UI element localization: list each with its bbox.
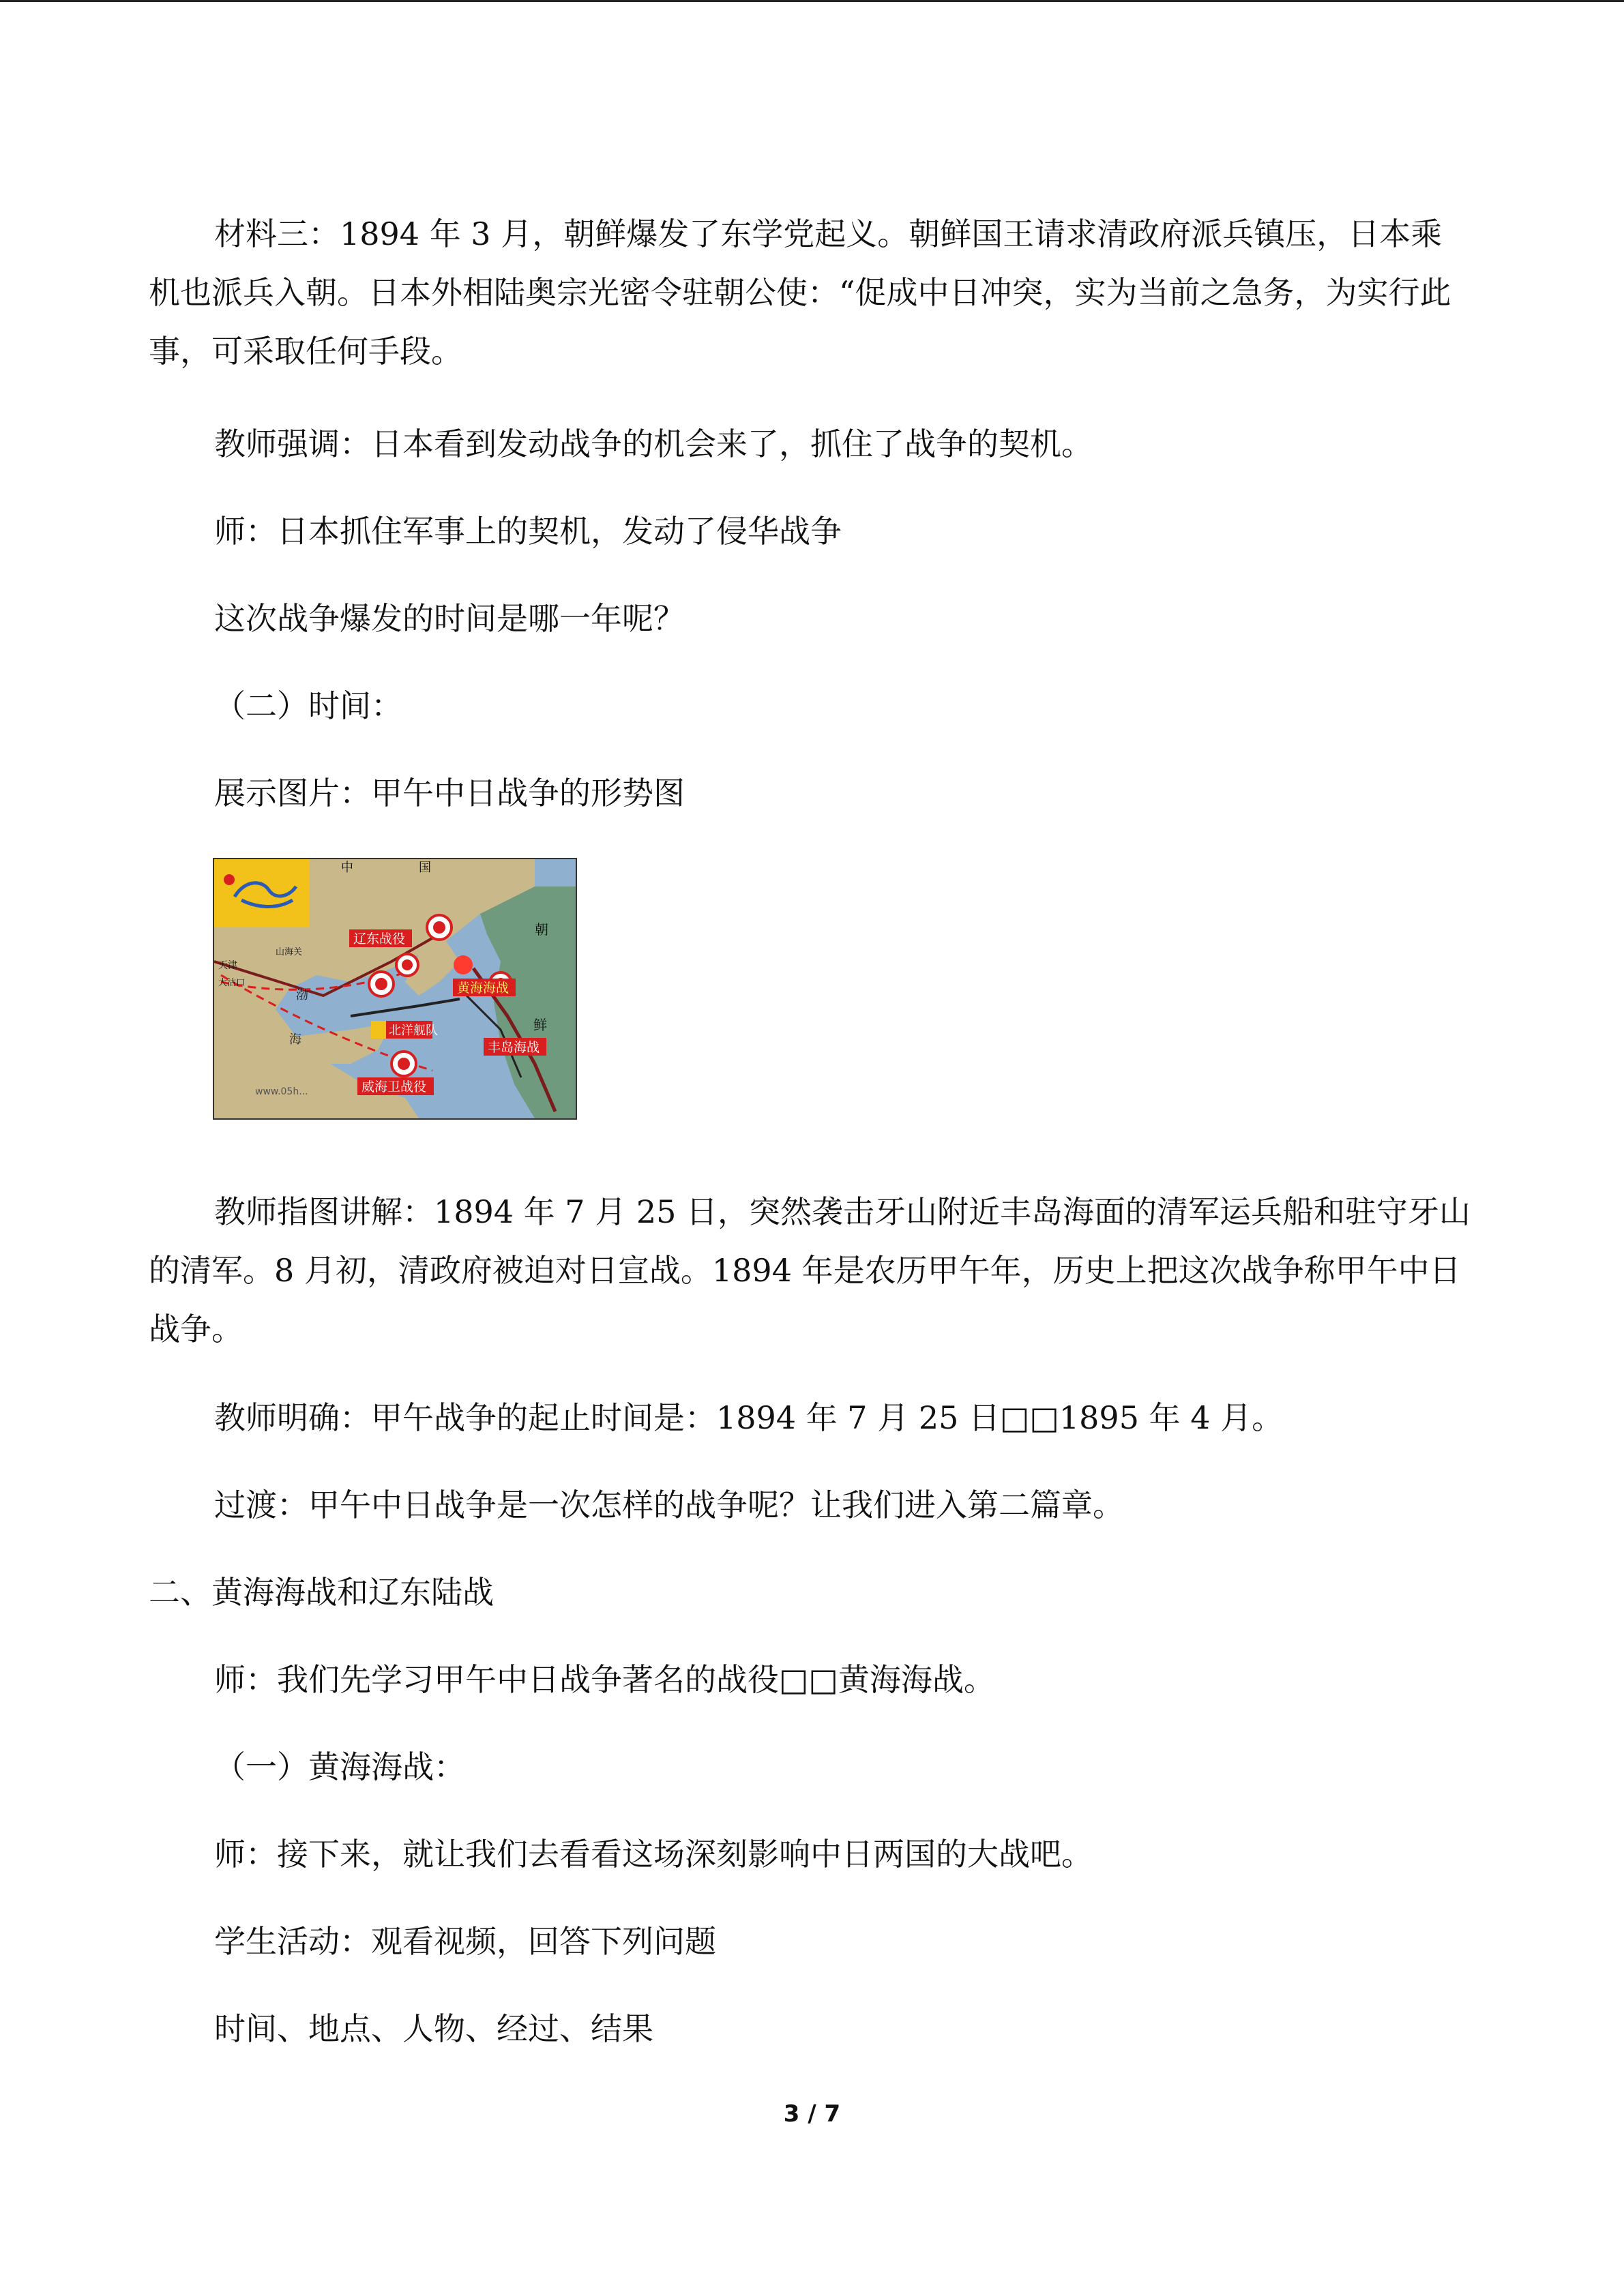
label-fengdao-battle: 丰岛海战 [488,1040,540,1055]
map-watermark: www.05h... [255,1086,308,1097]
label-beiyang-fleet: 北洋舰队 [389,1024,438,1038]
label-weihaiwei-battle: 威海卫战役 [361,1079,427,1094]
paragraph-transition: 过渡：甲午中日战争是一次怎样的战争呢？让我们进入第二篇章。 [214,1487,1124,1523]
paragraph-teacher-yellow-sea: 师：我们先学习甲午中日战争著名的战役□□黄海海战。 [214,1661,995,1698]
paragraph-teacher-map-explanation: 教师指图讲解：1894 年 7 月 25 日，突然袭击牙山附近丰岛海面的清军运兵船和驻守牙山的清军。8 月初，清政府被迫对日宣战。1894 年是农历甲午年，历史上把这次战争称甲午中日战争。 [149,1193,1471,1347]
war-situation-map [213,858,577,1120]
label-shanhaiguan: 山海关 [276,947,303,957]
paragraph-material-three: 材料三：1894 年 3 月，朝鲜爆发了东学党起义。朝鲜国王请求清政府派兵镇压，日本乘机也派兵入朝。日本外相陆奥宗光密令驻朝公使：“促成中日冲突，实为当前之急务，为实行此事，可采取任何手段。 [149,215,1451,370]
paragraph-question-list: 时间、地点、人物、经过、结果 [214,2010,653,2047]
label-korea-1: 朝 [535,921,548,938]
page-number: 3 / 7 [783,2100,841,2128]
paragraph-teacher-emphasis: 教师强调：日本看到发动战争的机会来了，抓住了战争的契机。 [214,426,1093,462]
heading-time: （二）时间： [214,687,402,724]
label-bohai-1: 渤 [296,988,308,1002]
label-country: 国 [419,861,431,875]
label-korea-2: 鲜 [533,1017,547,1033]
qing-dragon-flag-icon [214,859,310,927]
label-yellow-sea-battle: 黄海海战 [457,981,510,996]
heading-yellow-sea-battle: （一）黄海海战： [214,1748,465,1785]
paragraph-student-activity: 学生活动：观看视频，回答下列问题 [214,1923,716,1960]
label-dagu: 大沽口 [218,978,246,988]
paragraph-teacher-next: 师：接下来，就让我们去看看这场深刻影响中日两国的大战吧。 [214,1836,1093,1873]
paragraph-teacher-military: 师：日本抓住军事上的契机，发动了侵华战争 [214,513,842,550]
paragraph-teacher-clarify: 教师明确：甲午战争的起止时间是：1894 年 7 月 25 日□□1895 年 4 月。 [214,1399,1284,1436]
heading-section-two: 二、黄海海战和辽东陆战 [149,1574,494,1611]
label-bohai-2: 海 [289,1032,301,1047]
page-top-border [0,0,1624,2]
label-china: 中 [341,861,353,875]
paragraph-question-year: 这次战争爆发的时间是哪一年呢？ [214,600,685,637]
label-liaodong-battle: 辽东战役 [353,931,406,946]
paragraph-show-map: 展示图片：甲午中日战争的形势图 [214,775,685,811]
label-tianjin: 天津 [218,960,237,971]
